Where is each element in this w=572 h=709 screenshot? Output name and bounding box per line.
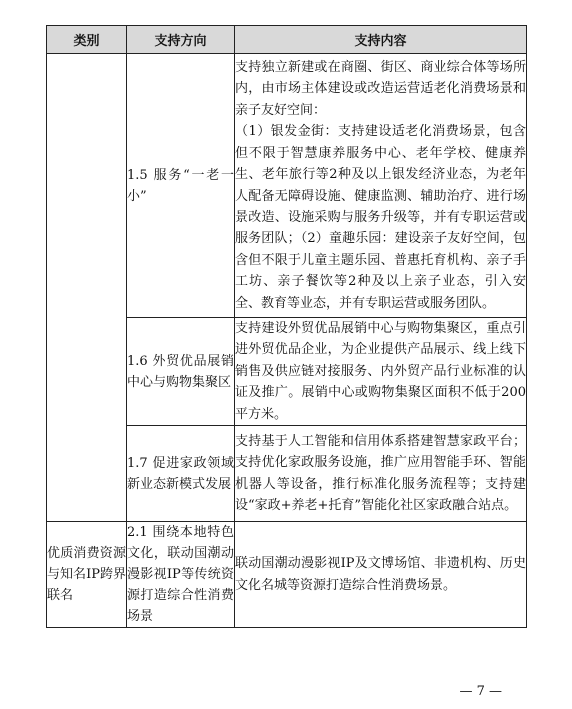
content-paragraph: 支持独立新建或在商圈、街区、商业综合体等场所内，由市场主体建设或改造运营适老化消费场景和亲子友好空间： bbox=[235, 60, 526, 118]
category-cell bbox=[47, 54, 127, 522]
direction-cell: 1.7 促进家政领域新业态新模式发展 bbox=[127, 426, 235, 522]
content-paragraph: （1）银发金街：支持建设适老化消费场景，包含但不限于智慧康养服务中心、老年学校、健康养生、老年旅行等2种及以上银发经济业态，为老年人配备无障碍设施、健康监测、辅助治疗、进行场景改造、设施采购与服务升级等，并有专职运营或服务团队；（2）童趣乐园：建设亲子友好空间，包含但不限于儿童主题乐园、普惠托育机构、亲子手工坊、亲子餐饮等2种及以上亲子业态，引入安全、教育等业态，并有专职运营或服务团队。 bbox=[235, 124, 526, 311]
direction-cell: 2.1 围绕本地特色文化，联动国潮动漫影视IP等传统资源打造综合性消费场景 bbox=[127, 522, 235, 628]
content-cell: 联动国潮动漫影视IP及文博场馆、非遗机构、历史文化名城等资源打造综合性消费场景。 bbox=[235, 522, 527, 628]
content-cell: 支持基于人工智能和信用体系搭建智慧家政平台；支持优化家政服务设施，推广应用智能手环、智能机器人等设备，推行标准化服务流程等；支持建设“家政+养老+托育”智能化社区家政融合站点。 bbox=[235, 426, 527, 522]
policy-support-table bbox=[46, 25, 527, 628]
content-cell: 支持建设外贸优品展销中心与购物集聚区，重点引进外贸优品企业，为企业提供产品展示、线上线下销售及供应链对接服务、内外贸产品行业标准的认证及推广。展销中心或购物集聚区面积不低于200平方米。 bbox=[235, 318, 527, 426]
header-direction: 支持方向 bbox=[127, 26, 235, 54]
table-header-row bbox=[47, 26, 527, 54]
direction-cell: 1.6 外贸优品展销中心与购物集聚区 bbox=[127, 318, 235, 426]
category-cell: 优质消费资源与知名IP跨界联名 bbox=[47, 522, 127, 628]
page-number: — 7 — bbox=[459, 684, 502, 699]
header-content: 支持内容 bbox=[235, 26, 527, 54]
header-category: 类别 bbox=[47, 26, 127, 54]
table-row bbox=[47, 54, 527, 318]
direction-cell: 1.5 服务“一老一小” bbox=[127, 54, 235, 318]
table-row bbox=[47, 522, 527, 628]
content-cell bbox=[235, 54, 527, 318]
